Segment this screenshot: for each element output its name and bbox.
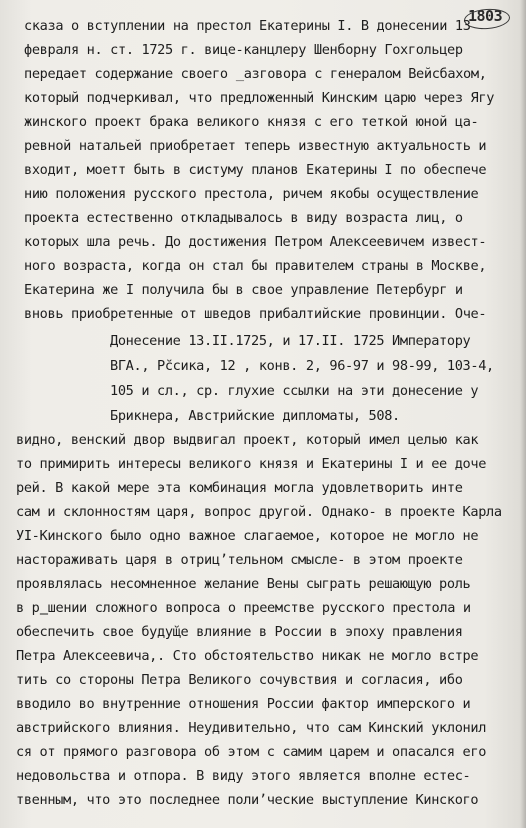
text-line: вводило во внутренние отношения России фактор имперского и (16, 696, 471, 712)
text-line: в р̳шении сложного вопроса о преемстве русского престола и (16, 600, 471, 616)
text-line: сам и склонностям царя, вопрос другой. Однако- в проекте Карла (16, 504, 502, 520)
footnote-line: ВГА., Р̆ссика, 12 , конв. 2, 96-97 и 98-99, 103-4, (110, 358, 494, 374)
text-line: Екатерина же I получила бы в свое управление Петербург и (24, 282, 463, 298)
text-line: обеспечить свое будущ̆е влияние в России в эпоху правления (16, 624, 463, 640)
text-line: февраля н. ст. 1725 г. вице-канцлеру Шенборну Гохгольцер (24, 42, 463, 58)
text-line: австрийского влияния. Неудивительно, что сам Кинский уклонил (16, 720, 487, 736)
text-line: ревной натальей приобретает теперь известную актуальность и (24, 138, 487, 154)
text-line: который подчеркивал, что предложенный Кинским царю через Ягу (24, 90, 495, 106)
text-line: тить со стороны Петра Великого сочувствия и согласия, ибо (16, 672, 463, 688)
text-line: УI-Кинского было одно важное слагаемое, которое не могло не (16, 528, 479, 544)
text-line: видно, венский двор выдвигал проект, который имел целью как (16, 432, 479, 448)
text-line: настораживать царя в отрицʼтельном смысле- в этом проекте (16, 552, 463, 568)
text-line: Петра Алексеевича,. Сто обстоятельство никак не могло встре (16, 648, 479, 664)
text-line: проявлялась несомненное желание Вены сыграть решающую роль (16, 576, 471, 592)
text-line: твенным, что это последнее полиʼческие выступление Кинского (16, 792, 479, 808)
text-line: жинского проект брака великого князя с его теткой юной ца- (24, 114, 479, 130)
text-line: ся от прямого разговора об этом с самим царем и опасался его (16, 744, 487, 760)
text-line: вновь приобретенные от шведов прибалтийские провинции. Оче- (24, 306, 487, 322)
text-line: рей. В какой мере эта комбинация могла удовлетворить инте (16, 480, 463, 496)
text-line: нию положения русского престола, ричем якобы осуществление (24, 186, 479, 202)
footnote-line: Брикнера, Австрийские дипломаты, 508. (110, 408, 400, 424)
text-line: которых шла речь. До достижения Петром Алексеевичем извест- (24, 234, 487, 250)
text-line: ного возраста, когда он стал бы правителем страны в Москве, (24, 258, 487, 274)
page-edge-shadow (520, 0, 526, 828)
text-line: передает содержание своего ̲азговора с генералом Вейсбахом, (24, 66, 487, 82)
footnote-line: 105 и сл., ср. глухие ссылки на эти донесение у (110, 383, 479, 399)
text-line: недовольства и отпора. В виду этого является вполне естес- (16, 768, 471, 784)
text-line: сказа о вступлении на престол Екатерины I. В донесении 13 (24, 18, 471, 34)
text-line: то примирить интересы великого князя и Екатерины I и ее доче (16, 456, 487, 472)
page-number: 1803 (468, 7, 503, 25)
text-line: входит, моетт быть в систуму планов Екатерины I по обеспече (24, 162, 487, 178)
footnote-line: Донесение 13.II.1725, и 17.II. 1725 Императору (110, 333, 471, 349)
text-line: проекта естественно откладывалось в виду возраста лиц, о (24, 210, 463, 226)
